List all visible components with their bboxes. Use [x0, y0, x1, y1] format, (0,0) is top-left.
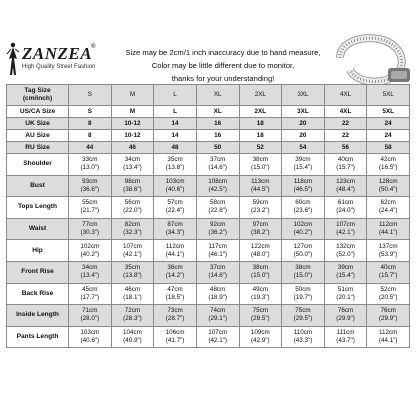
size-cell: 20 [282, 118, 325, 130]
inch-value: (40.9") [123, 337, 142, 345]
measurement-cell [154, 240, 197, 262]
inch-value: (29.1") [208, 315, 228, 323]
measurement-cell [282, 305, 325, 327]
inch-value: (43.3") [293, 337, 313, 345]
cm-value: 50cm [295, 285, 311, 293]
measurement-cell [324, 154, 367, 176]
inch-value: (13.8") [123, 272, 142, 280]
measurement-cell [69, 218, 112, 240]
brand-name: ZANZEA [22, 44, 93, 63]
cm-value: 71cm [82, 307, 98, 315]
fashion-figure-icon [6, 42, 20, 76]
cm-value: 111cm [336, 329, 355, 337]
size-cell: 58 [367, 142, 410, 154]
notice-line: Size may be 2cm/1 inch inaccuracy due to hand measure, [125, 48, 321, 57]
inch-value: (15.0") [250, 272, 270, 280]
cm-value: 82cm [124, 221, 141, 229]
measurement-cell [196, 240, 239, 262]
inch-value: (28.0") [80, 315, 100, 323]
measurement-cell [196, 154, 239, 176]
inch-value: (52.0") [336, 250, 355, 258]
measurement-cell [367, 240, 410, 262]
inch-value: (13.0") [80, 164, 100, 172]
measurement-cell [367, 261, 410, 283]
inch-value: (24.0") [336, 207, 355, 215]
cm-value: 132cm [336, 242, 356, 250]
measurement-cell [282, 261, 325, 283]
size-cell: L [154, 85, 197, 106]
size-cell: 8 [69, 130, 112, 142]
registered-mark: ® [91, 44, 96, 50]
measurement-row [7, 197, 410, 219]
row-label-line: Tag Size [24, 87, 51, 94]
size-row [7, 85, 410, 106]
measurement-cell [239, 261, 282, 283]
inch-value: (38.2") [250, 229, 270, 237]
cm-value: 42cm [380, 156, 396, 164]
inch-value: (29.9") [378, 315, 398, 323]
measurement-cell [367, 197, 410, 219]
measurement-cell [196, 305, 239, 327]
inch-value: (13.8") [165, 164, 185, 172]
inch-value: (22.0") [123, 207, 142, 215]
measurement-cell [111, 261, 154, 283]
measurement-cell [69, 175, 112, 197]
size-cell: 4XL [324, 85, 367, 106]
row-label: AU Size [7, 130, 69, 142]
inch-value: (42.1") [123, 250, 142, 258]
size-cell: 24 [367, 118, 410, 130]
inch-value: (22.4") [165, 207, 185, 215]
measurement-cell [367, 326, 410, 348]
inch-value: (44.5") [250, 185, 270, 193]
row-label: Back Rise [7, 283, 69, 305]
measurement-cell [111, 197, 154, 219]
size-cell: 16 [196, 130, 239, 142]
inch-value: (13.4") [123, 164, 142, 172]
size-cell: M [111, 106, 154, 118]
measurement-cell [324, 283, 367, 305]
size-cell: 10-12 [111, 130, 154, 142]
cm-value: 104cm [122, 329, 142, 337]
measurement-cell [154, 305, 197, 327]
measurement-row [7, 154, 410, 176]
measurement-cell [282, 175, 325, 197]
inch-value: (15.4") [336, 272, 355, 280]
inch-value: (13.4") [80, 272, 100, 280]
cm-value: 61cm [337, 199, 354, 207]
cm-value: 110cm [293, 329, 313, 337]
size-cell: 54 [282, 142, 325, 154]
measurement-row [7, 175, 410, 197]
measurement-cell [69, 240, 112, 262]
size-cell: 5XL [367, 106, 410, 118]
size-row [7, 142, 410, 154]
size-cell: 52 [239, 142, 282, 154]
row-label: Tops Length [7, 197, 69, 219]
cm-value: 49cm [252, 285, 269, 293]
measurement-cell [239, 305, 282, 327]
size-cell: 18 [239, 130, 282, 142]
size-cell: 16 [196, 118, 239, 130]
row-label: Shoulder [7, 154, 69, 176]
measurement-row [7, 261, 410, 283]
inch-value: (44.1") [378, 229, 398, 237]
size-cell: 8 [69, 118, 112, 130]
size-cell: 2XL [239, 85, 282, 106]
inch-value: (15.7") [336, 164, 355, 172]
inch-value: (42.5") [208, 185, 228, 193]
size-cell: 22 [324, 130, 367, 142]
measurement-cell [282, 218, 325, 240]
row-label: Front Rise [7, 261, 69, 283]
row-label: Waist [7, 218, 69, 240]
size-cell: XL [196, 106, 239, 118]
measurement-row [7, 240, 410, 262]
row-label: Hip [7, 240, 69, 262]
cm-value: 37cm [209, 264, 226, 272]
cm-value: 74cm [209, 307, 226, 315]
inch-value: (14.6") [208, 164, 228, 172]
measurement-cell [239, 326, 282, 348]
size-cell: 24 [367, 130, 410, 142]
size-row [7, 130, 410, 142]
measurement-row [7, 283, 410, 305]
inch-value: (15.7") [378, 272, 398, 280]
size-cell: 50 [196, 142, 239, 154]
inch-value: (30.3") [80, 229, 100, 237]
cm-value: 38cm [252, 156, 269, 164]
size-cell: 2XL [239, 106, 282, 118]
measurement-cell [282, 326, 325, 348]
measurement-cell [69, 305, 112, 327]
inch-value: (14.6") [208, 272, 228, 280]
notice-line: thanks for your understanding! [171, 74, 275, 83]
size-cell: L [154, 106, 197, 118]
inch-value: (15.4") [293, 164, 313, 172]
inch-value: (40.2") [80, 250, 100, 258]
size-cell: S [69, 106, 112, 118]
row-label-line: (cm/inch) [22, 95, 53, 102]
cm-value: 92cm [209, 221, 226, 229]
inch-value: (32.3") [123, 229, 142, 237]
inch-value: (34.3") [165, 229, 185, 237]
measurement-cell [111, 305, 154, 327]
measurement-cell [196, 326, 239, 348]
measurement-cell [154, 261, 197, 283]
measurement-cell [239, 154, 282, 176]
measurement-row [7, 218, 410, 240]
size-cell: S [69, 85, 112, 106]
size-table [6, 84, 410, 348]
inch-value: (43.7") [336, 337, 355, 345]
measurement-cell [239, 240, 282, 262]
cm-value: 113cm [251, 177, 270, 185]
measurement-cell [111, 240, 154, 262]
row-label: US/CA Size [7, 106, 69, 118]
inch-value: (48.0") [250, 250, 270, 258]
inch-value: (21.7") [80, 207, 100, 215]
cm-value: 36cm [167, 264, 183, 272]
header [0, 0, 416, 83]
cm-value: 48cm [209, 285, 226, 293]
inch-value: (44.1") [165, 250, 185, 258]
inch-value: (36.6") [80, 185, 100, 193]
inch-value: (42.1") [208, 337, 228, 345]
size-cell: 46 [111, 142, 154, 154]
cm-value: 117cm [208, 242, 227, 250]
inch-value: (42.1") [336, 229, 355, 237]
measurement-cell [324, 197, 367, 219]
inch-value: (16.5") [378, 164, 398, 172]
measurement-cell [367, 175, 410, 197]
measurement-cell [282, 197, 325, 219]
size-cell: 22 [324, 118, 367, 130]
row-label: Bust [7, 175, 69, 197]
row-label: RU Size [7, 142, 69, 154]
inch-value: (46.5") [293, 185, 313, 193]
notice-line: Color may be little different due to monitor, [151, 61, 295, 70]
cm-value: 108cm [208, 177, 228, 185]
measurement-cell [154, 154, 197, 176]
inch-value: (53.9") [378, 250, 398, 258]
measurement-cell [282, 154, 325, 176]
measurement-cell [196, 218, 239, 240]
measurement-cell [367, 283, 410, 305]
inch-value: (44.1") [378, 337, 398, 345]
cm-value: 62cm [380, 199, 396, 207]
size-cell: 10-12 [111, 118, 154, 130]
inch-value: (15.0") [250, 164, 270, 172]
row-label [7, 85, 69, 106]
measurement-cell [154, 218, 197, 240]
size-cell: 5XL [367, 85, 410, 106]
cm-value: 107cm [208, 329, 228, 337]
inch-value: (23.2") [250, 207, 270, 215]
inch-value: (18.1") [123, 293, 142, 301]
cm-value: 112cm [165, 242, 185, 250]
measurement-cell [154, 283, 197, 305]
cm-value: 72cm [124, 307, 141, 315]
cm-value: 38cm [252, 264, 269, 272]
cm-value: 73cm [167, 307, 183, 315]
measurement-cell [69, 197, 112, 219]
cm-value: 47cm [167, 285, 183, 293]
measurement-cell [324, 240, 367, 262]
inch-value: (24.4") [378, 207, 398, 215]
inch-value: (36.2") [208, 229, 228, 237]
size-row [7, 118, 410, 130]
inch-value: (41.7") [165, 337, 185, 345]
inch-value: (29.9") [336, 315, 355, 323]
size-cell: 44 [69, 142, 112, 154]
inch-value: (19.7") [293, 293, 313, 301]
cm-value: 77cm [82, 221, 98, 229]
inch-value: (38.6") [123, 185, 142, 193]
cm-value: 39cm [337, 264, 354, 272]
size-cell: 4XL [324, 106, 367, 118]
cm-value: 46cm [124, 285, 141, 293]
cm-value: 37cm [209, 156, 226, 164]
inch-value: (40.2") [293, 229, 313, 237]
cm-value: 93cm [82, 177, 98, 185]
size-cell: 3XL [282, 106, 325, 118]
cm-value: 33cm [82, 156, 98, 164]
cm-value: 118cm [293, 177, 313, 185]
inch-value: (48.4") [336, 185, 355, 193]
cm-value: 35cm [124, 264, 141, 272]
cm-value: 57cm [167, 199, 183, 207]
cm-value: 107cm [336, 221, 356, 229]
cm-value: 76cm [337, 307, 354, 315]
cm-value: 52cm [380, 285, 396, 293]
size-cell: XL [196, 85, 239, 106]
cm-value: 39cm [295, 156, 311, 164]
inch-value: (29.5") [293, 315, 313, 323]
measuring-tape-icon [332, 28, 416, 88]
cm-value: 55cm [82, 199, 98, 207]
inch-value: (19.3") [250, 293, 270, 301]
cm-value: 40cm [337, 156, 354, 164]
size-cell: 48 [154, 142, 197, 154]
inch-value: (22.8") [208, 207, 228, 215]
cm-value: 45cm [82, 285, 98, 293]
cm-value: 35cm [167, 156, 183, 164]
cm-value: 128cm [378, 177, 398, 185]
cm-value: 38cm [295, 264, 311, 272]
measurement-cell [154, 197, 197, 219]
measurement-cell [154, 326, 197, 348]
measurement-cell [196, 283, 239, 305]
measurement-cell [367, 305, 410, 327]
measurement-cell [111, 283, 154, 305]
inch-value: (14.2") [165, 272, 185, 280]
cm-value: 34cm [124, 156, 141, 164]
cm-value: 97cm [252, 221, 269, 229]
measurement-cell [282, 240, 325, 262]
cm-value: 103cm [165, 177, 185, 185]
inch-value: (28.3") [123, 315, 142, 323]
measurement-cell [324, 218, 367, 240]
cm-value: 103cm [80, 329, 100, 337]
size-cell: 14 [154, 118, 197, 130]
measurement-cell [367, 154, 410, 176]
cm-value: 76cm [380, 307, 396, 315]
cm-value: 106cm [165, 329, 185, 337]
inch-value: (40.6") [165, 185, 185, 193]
cm-value: 87cm [167, 221, 183, 229]
size-cell: M [111, 85, 154, 106]
measurement-row [7, 305, 410, 327]
cm-value: 102cm [293, 221, 313, 229]
measurement-cell [196, 261, 239, 283]
inch-value: (23.6") [293, 207, 313, 215]
measurement-cell [324, 175, 367, 197]
measurement-cell [239, 218, 282, 240]
cm-value: 59cm [252, 199, 269, 207]
size-cell: 56 [324, 142, 367, 154]
measurement-row [7, 326, 410, 348]
measurement-cell [69, 154, 112, 176]
measurement-cell [111, 326, 154, 348]
measurement-cell [69, 326, 112, 348]
cm-value: 109cm [250, 329, 270, 337]
inch-value: (46.1") [208, 250, 228, 258]
cm-value: 112cm [378, 221, 398, 229]
measurement-cell [111, 175, 154, 197]
size-cell: 18 [239, 118, 282, 130]
cm-value: 122cm [250, 242, 270, 250]
measurement-cell [154, 175, 197, 197]
size-cell: 3XL [282, 85, 325, 106]
size-cell: 14 [154, 130, 197, 142]
inch-value: (17.7") [80, 293, 100, 301]
inch-value: (50.4") [378, 185, 398, 193]
measurement-cell [239, 175, 282, 197]
cm-value: 60cm [295, 199, 311, 207]
measurement-cell [239, 197, 282, 219]
inch-value: (42.9") [250, 337, 270, 345]
row-label: Inside Length [7, 305, 69, 327]
cm-value: 75cm [252, 307, 269, 315]
measurement-cell [367, 218, 410, 240]
cm-value: 56cm [124, 199, 141, 207]
inch-value: (40.6") [80, 337, 100, 345]
cm-value: 123cm [336, 177, 356, 185]
measurement-cell [324, 305, 367, 327]
measurement-cell [324, 326, 367, 348]
cm-value: 107cm [122, 242, 142, 250]
cm-value: 75cm [295, 307, 311, 315]
measurement-cell [69, 261, 112, 283]
brand-logo [4, 40, 114, 76]
inch-value: (15.0") [293, 272, 313, 280]
inch-value: (20.1") [336, 293, 355, 301]
cm-value: 127cm [293, 242, 313, 250]
measurement-cell [196, 175, 239, 197]
cm-value: 102cm [80, 242, 100, 250]
row-label: UK Size [7, 118, 69, 130]
inch-value: (29.5") [250, 315, 270, 323]
cm-value: 58cm [209, 199, 226, 207]
measurement-cell [196, 197, 239, 219]
size-row [7, 106, 410, 118]
inch-value: (18.5") [165, 293, 185, 301]
cm-value: 112cm [378, 329, 398, 337]
inch-value: (20.5") [378, 293, 398, 301]
cm-value: 51cm [337, 285, 354, 293]
measurement-cell [324, 261, 367, 283]
inch-value: (28.7") [165, 315, 185, 323]
inch-value: (18.9") [208, 293, 228, 301]
row-label: Pants Length [7, 326, 69, 348]
measurement-cell [69, 283, 112, 305]
measurement-cell [239, 283, 282, 305]
size-notice [112, 46, 334, 85]
brand-tagline: High Quality Street Fashion [22, 64, 96, 70]
size-cell: 20 [282, 130, 325, 142]
cm-value: 34cm [82, 264, 98, 272]
cm-value: 137cm [378, 242, 398, 250]
inch-value: (50.0") [293, 250, 313, 258]
cm-value: 40cm [380, 264, 396, 272]
measurement-cell [282, 283, 325, 305]
cm-value: 98cm [124, 177, 141, 185]
measurement-cell [111, 154, 154, 176]
measurement-cell [111, 218, 154, 240]
